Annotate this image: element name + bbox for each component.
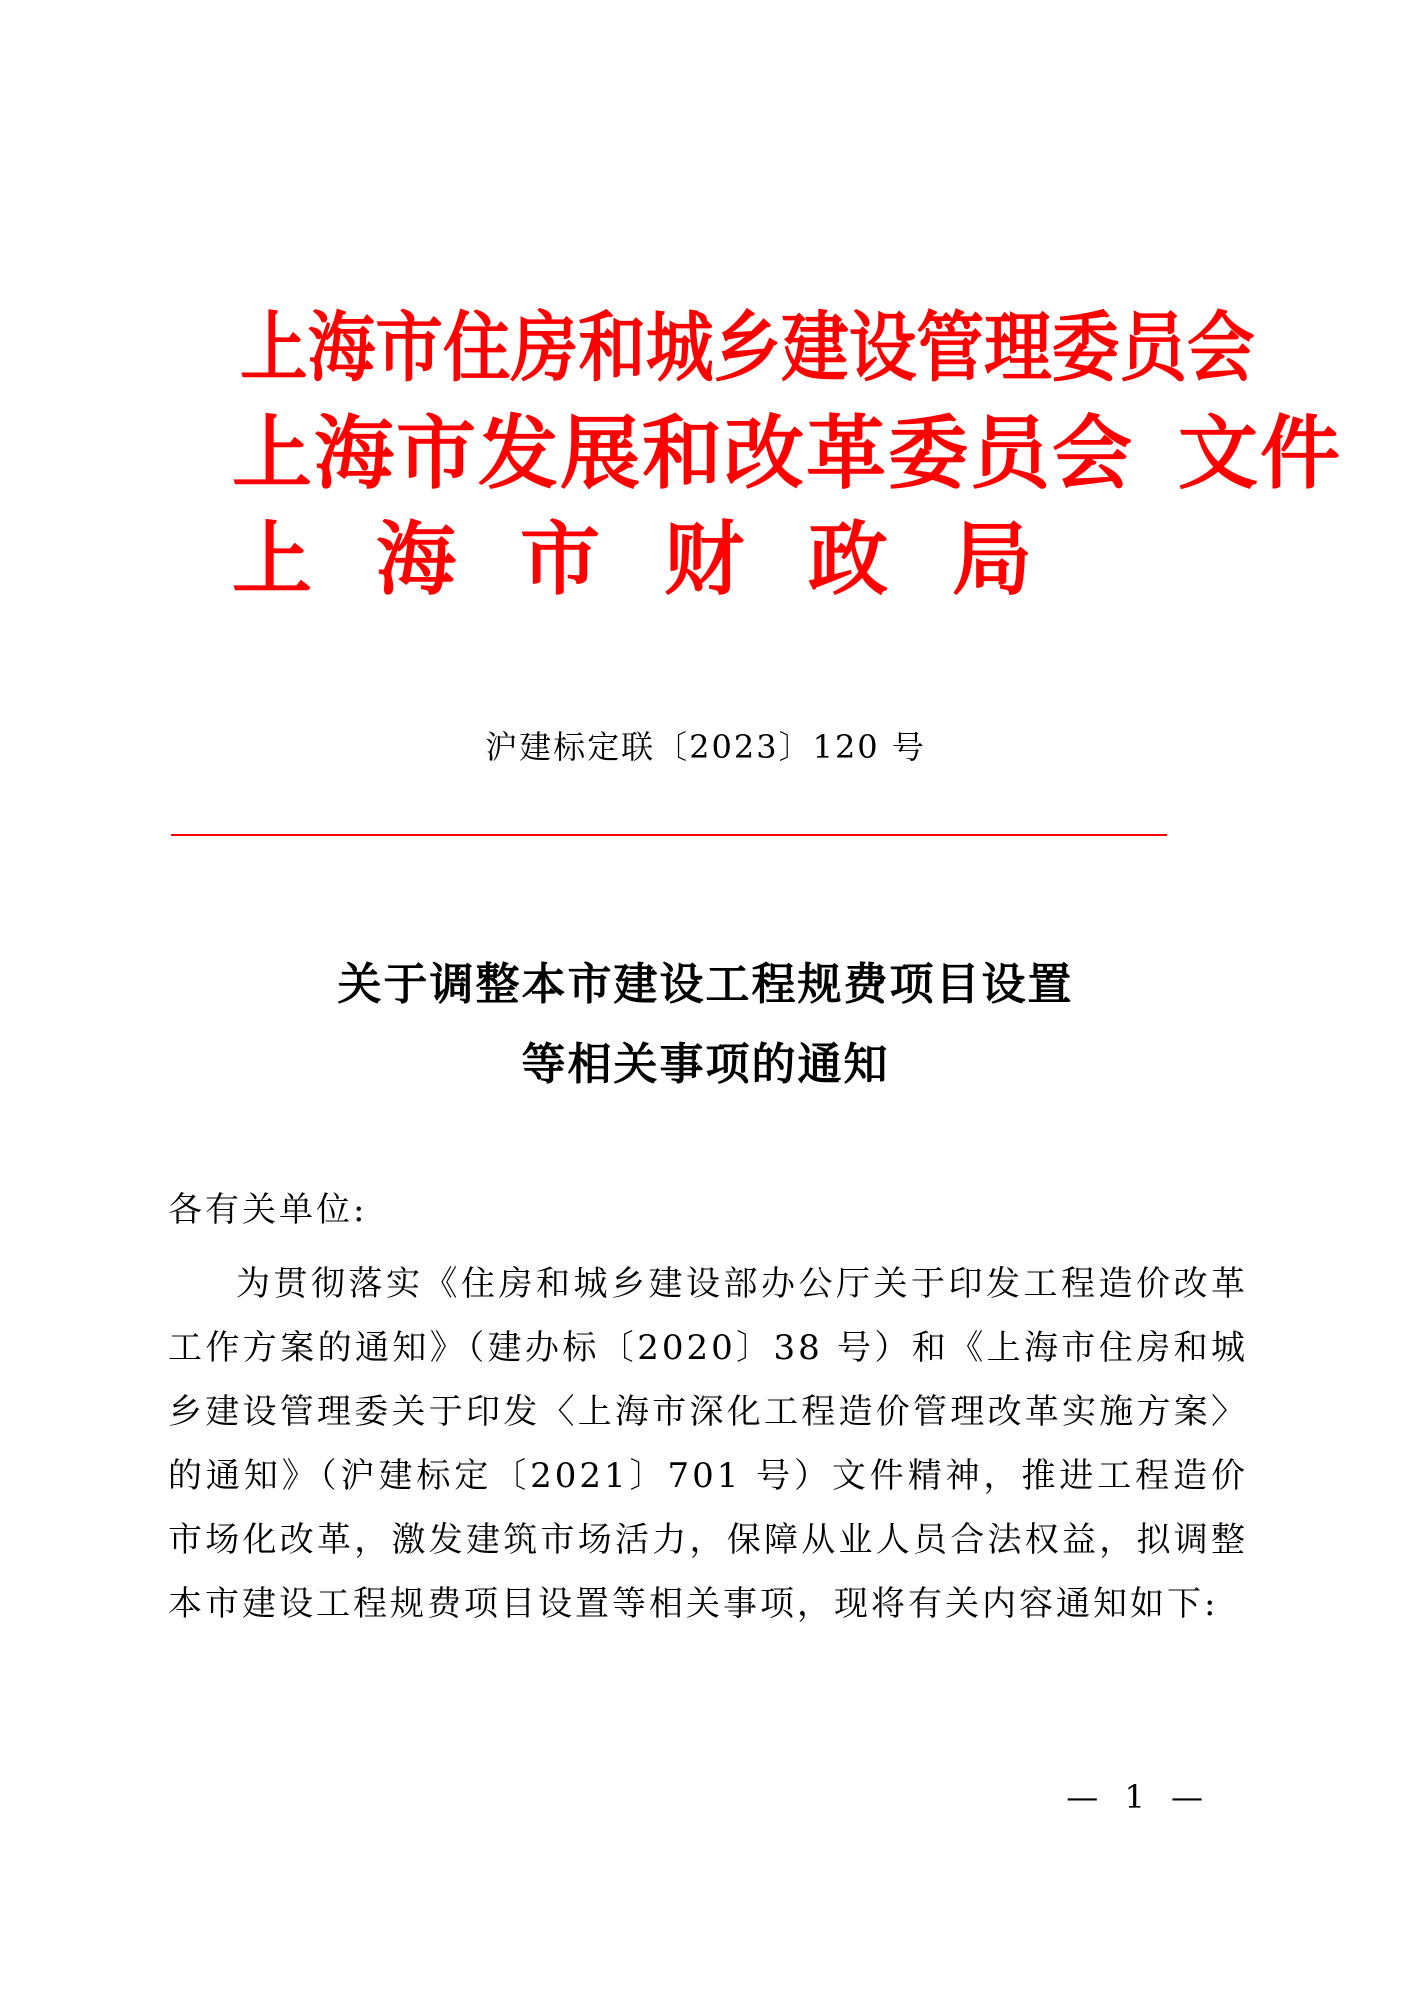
document-title-line-1: 关于调整本市建设工程规费项目设置 — [337, 959, 1074, 1010]
header-line-finance-bureau: 上海市财政局 — [232, 513, 1096, 606]
body-paragraph: 为贯彻落实《住房和城乡建设部办公厅关于印发工程造价改革工作方案的通知》（建办标〔2020〕38 号）和《上海市住房和城乡建设管理委关于印发〈上海市深化工程造价管理改革实施方案〉的通知》（沪建标定〔2021〕701 号）文件精神，推进工程造价市场化改革，激发建筑市场活力，保障从业人员合法权益，拟调整本市建设工程规费项目设置等相关事项，现将有关内容通知如下: — [168, 1264, 1248, 1624]
red-divider-line — [171, 834, 1167, 836]
header-line-housing-committee: 上海市住房和城乡建设管理委员会 — [240, 303, 1255, 392]
header-line-development-commission — [232, 407, 1342, 500]
document-title-line-2: 等相关事项的通知 — [521, 1039, 890, 1090]
header-document-suffix: 文件 — [1178, 407, 1342, 500]
document-number: 沪建标定联〔2023〕120 号 — [485, 728, 926, 766]
header-org-name: 上海市发展和改革委员会 — [232, 407, 1134, 500]
salutation: 各有关单位: — [168, 1190, 368, 1230]
page-number: — 1 — — [1066, 1778, 1211, 1816]
